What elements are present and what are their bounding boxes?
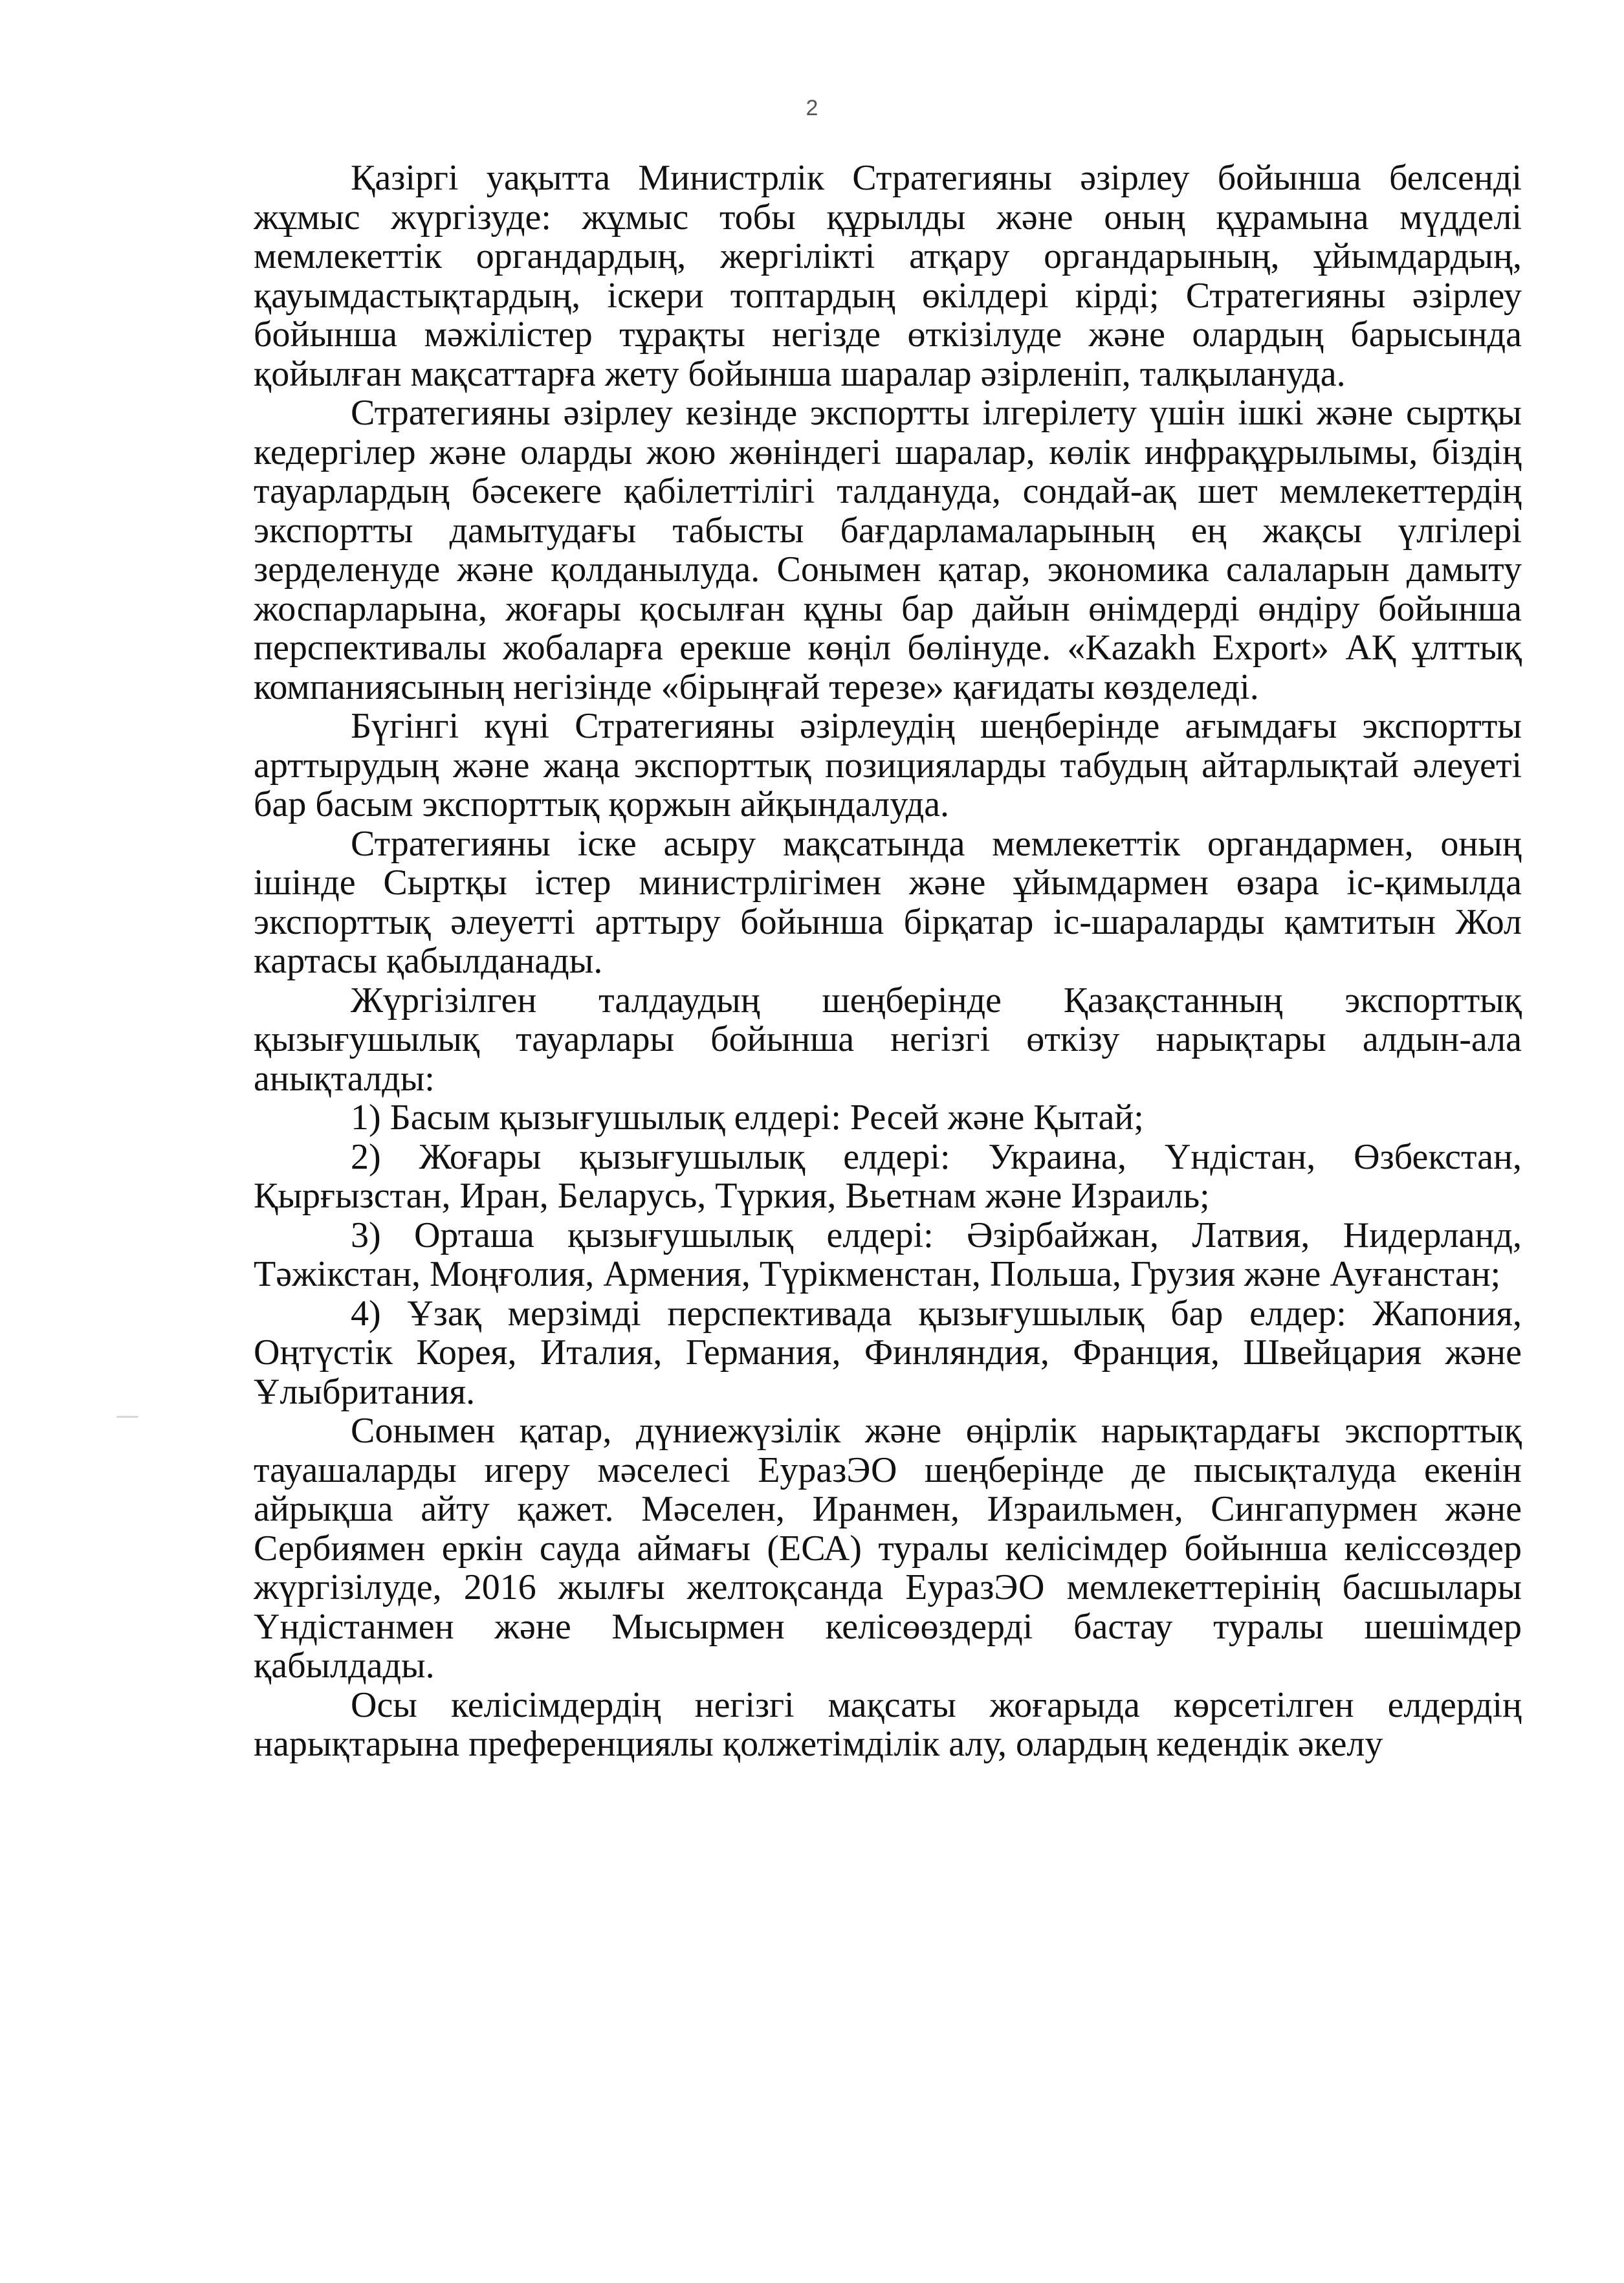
page-number: 2: [806, 96, 818, 120]
paragraph: Осы келісімдердің негізгі мақсаты жоғарыда көрсетілген елдердің нарықтарына преференциялы қолжетімділік алу, олардың кедендік әкелу: [254, 1684, 1522, 1764]
list-item: 3) Орташа қызығушылық елдері: Әзірбайжан, Латвия, Нидерланд, Тәжікстан, Моңғолия, Армения, Түрікменстан, Польша, Грузия және Ауғанстан;: [254, 1215, 1522, 1294]
paragraph: Сонымен қатар, дүниежүзілік және өңірлік нарықтардағы экспорттық тауашаларды игеру мәселесі ЕуразЭО шеңберінде де пысықталуда екенін айрықша айту қажет. Мәселен, Иранмен, Израильмен, Сингапурмен және Сербиямен еркін сауда аймағы (ЕСА) туралы келісімдер бойынша келіссөздер жүргізілуде, 2016 жылғы желтоқсанда ЕуразЭО мемлекеттерінің басшылары Үндістанмен және Мысырмен келісөөздерді бастау туралы шешімдер қабылдады.: [254, 1411, 1522, 1686]
paragraph: Қазіргі уақытта Министрлік Стратегияны әзірлеу бойынша белсенді жұмыс жүргізуде: жұмыс тобы құрылды және оның құрамына мүдделі мемлекеттік органдардың, жергілікті атқару органдарының, ұйымдардың, қауымдастықтардың, іскери топтардың өкілдері кірді; Стратегияны әзірлеу бойынша мәжілістер тұрақты негізде өткізілуде және олардың барысында қойылған мақсаттарға жету бойынша шаралар әзірленіп, талқылануда.: [254, 158, 1522, 394]
paragraph: Стратегияны іске асыру мақсатында мемлекеттік органдармен, оның ішінде Сыртқы істер министрлігімен және ұйымдармен өзара іс-қимылда экспорттық әлеуетті арттыру бойынша бірқатар іс-шараларды қамтитын Жол картасы қабылданады.: [254, 823, 1522, 981]
paragraph: Бүгінгі күні Стратегияны әзірлеудің шеңберінде ағымдағы экспортты арттырудың және жаңа экспорттық позицияларды табудың айтарлықтай әлеуеті бар басым экспорттық қоржын айқындалуда.: [254, 706, 1522, 824]
list-item: 4) Ұзақ мерзімді перспективада қызығушылық бар елдер: Жапония, Оңтүстік Корея, Италия, Германия, Финляндия, Франция, Швейцария және Ұлыбритания.: [254, 1293, 1522, 1412]
document-body: [254, 159, 1522, 1764]
scan-artifact-mark: [116, 1416, 138, 1418]
paragraph: Стратегияны әзірлеу кезінде экспортты ілгерілету үшін ішкі және сыртқы кедергілер және оларды жою жөніндегі шаралар, көлік инфрақұрылымы, біздің тауарлардың бәсекеге қабілеттілігі талдануда, сондай-ақ шет мемлекеттердің экспортты дамытудағы табысты бағдарламаларының ең жақсы үлгілері зерделенуде және қолданылуда. Сонымен қатар, экономика салаларын дамыту жоспарларына, жоғары қосылған құны бар дайын өнімдерді өндіру бойынша перспективалы жобаларға ерекше көңіл бөлінуде. «Kazakh Export» АҚ ұлттық компаниясының негізінде «бірыңғай терезе» қағидаты көзделеді.: [254, 393, 1522, 707]
list-item: 1) Басым қызығушылық елдері: Ресей және Қытай;: [351, 1097, 1144, 1138]
list-item: 2) Жоғары қызығушылық елдері: Украина, Үндістан, Өзбекстан, Қырғызстан, Иран, Беларусь, Түркия, Вьетнам және Израиль;: [254, 1136, 1522, 1216]
paragraph: Жүргізілген талдаудың шеңберінде Қазақстанның экспорттық қызығушылық тауарлары бойынша негізгі өткізу нарықтары алдын-ала анықталды:: [254, 980, 1522, 1099]
